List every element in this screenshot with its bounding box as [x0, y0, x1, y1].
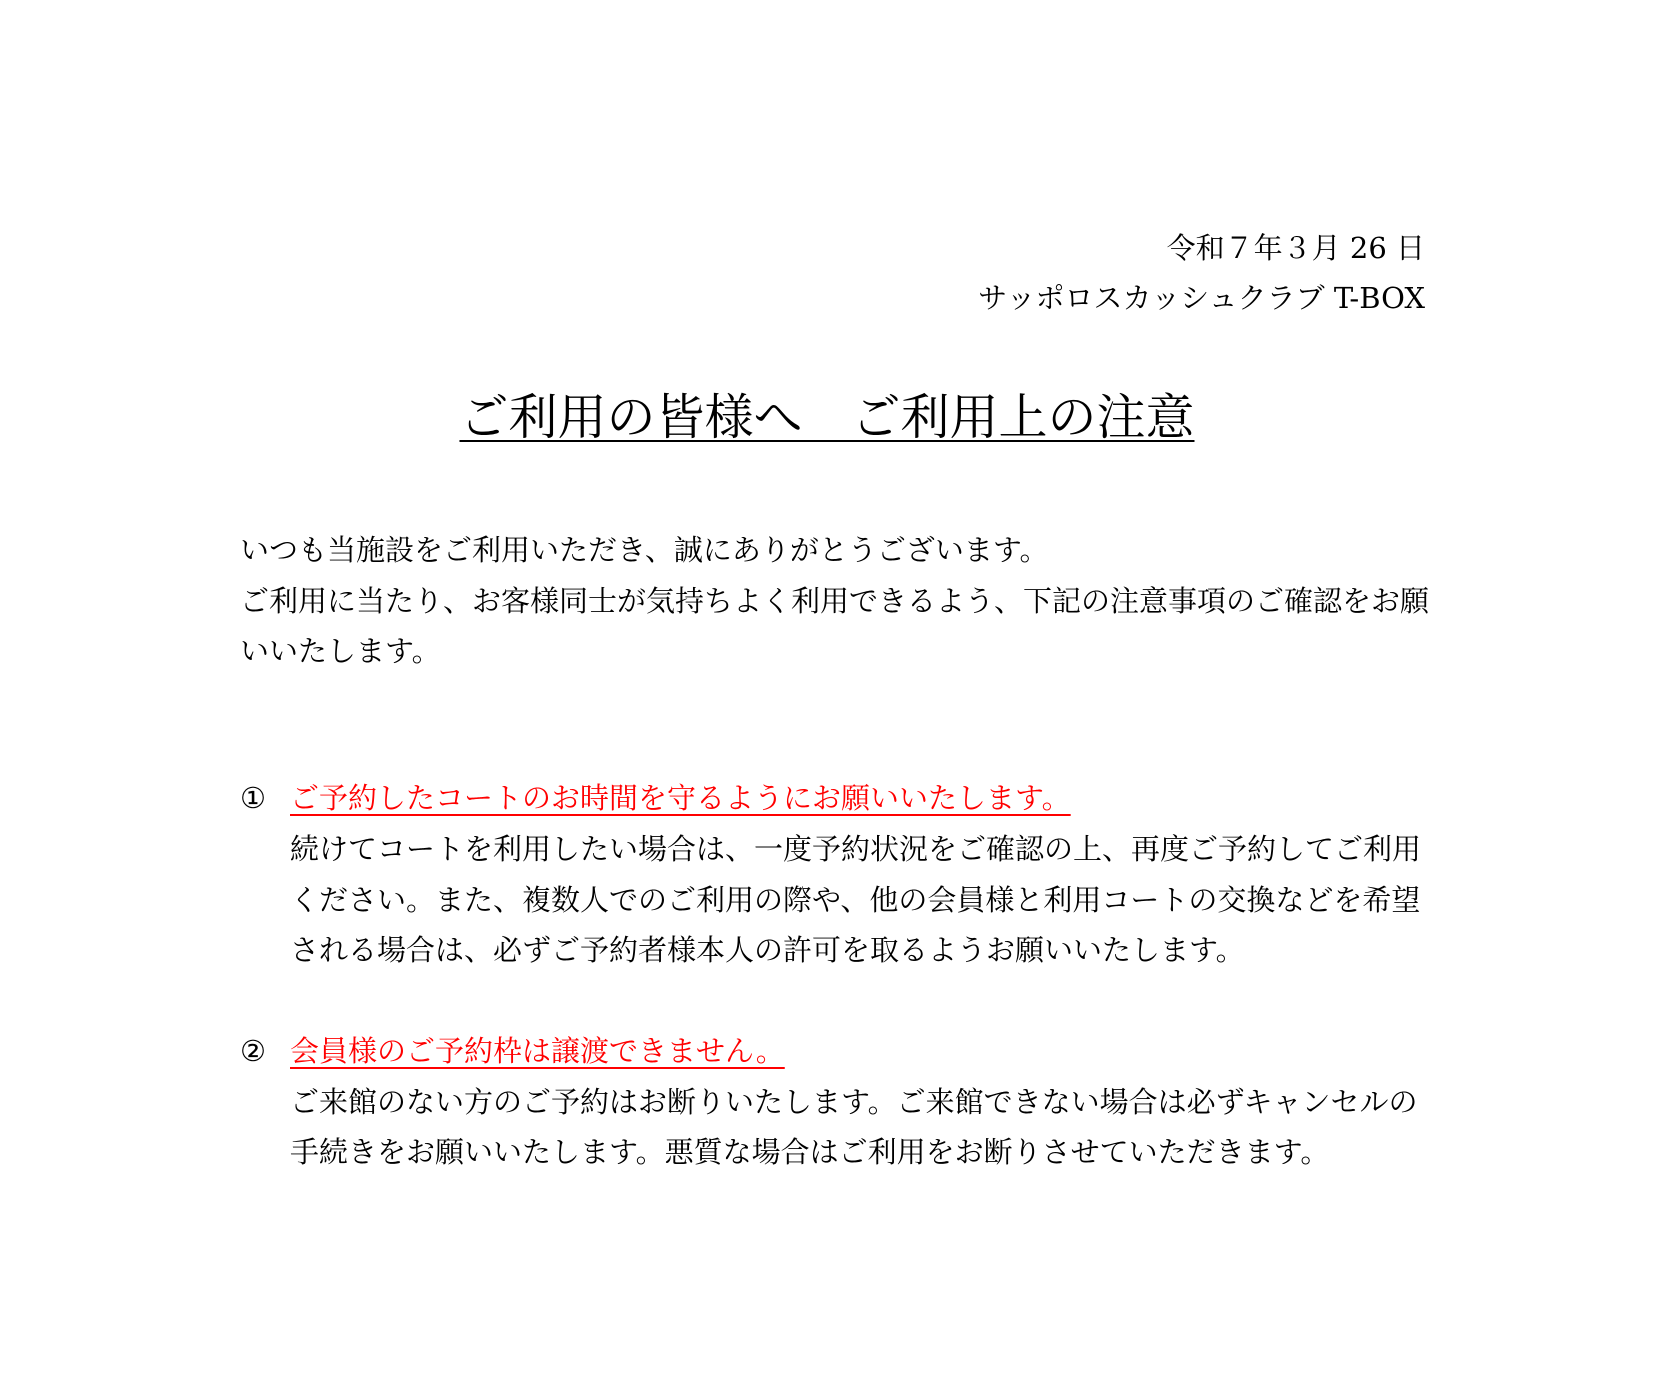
intro-line-1: いつも当施設をご利用いただき、誠にありがとうございます。 [240, 533, 1049, 567]
item-2-number: ② [240, 1034, 266, 1068]
item-2-heading-text: 会員様のご予約枠は譲渡できません。 [290, 1034, 785, 1068]
item-2-body-line-1: ご来館のない方のご予約はお断りいたします。ご来館できない場合は必ずキャンセルの [290, 1085, 1418, 1119]
item-1-body-line-1: 続けてコートを利用したい場合は、一度予約状況をご確認の上、再度ご予約してご利用 [290, 832, 1422, 866]
item-1-number: ① [240, 781, 266, 815]
page-title-text: ご利用の皆様へ ご利用上の注意 [459, 389, 1195, 446]
item-1-heading [290, 780, 1071, 816]
page-title [0, 388, 1654, 448]
item-2-body-line-2: 手続きをお願いいたします。悪質な場合はご利用をお断りさせていただきます。 [290, 1135, 1330, 1169]
item-1-body-line-2: ください。また、複数人でのご利用の際や、他の会員様と利用コートの交換などを希望 [290, 883, 1421, 917]
organization-name: サッポロスカッシュクラブ T-BOX [978, 281, 1425, 315]
item-2-heading [290, 1033, 785, 1069]
document-date: 令和７年３月 26 日 [1166, 231, 1425, 265]
intro-line-2: ご利用に当たり、お客様同士が気持ちよく利用できるよう、下記の注意事項のご確認をお願 [240, 584, 1430, 618]
item-1-body-line-3: される場合は、必ずご予約者様本人の許可を取るようお願いいたします。 [290, 933, 1245, 967]
item-1-heading-text: ご予約したコートのお時間を守るようにお願いいたします。 [290, 781, 1071, 815]
intro-line-3: いいたします。 [240, 634, 441, 668]
